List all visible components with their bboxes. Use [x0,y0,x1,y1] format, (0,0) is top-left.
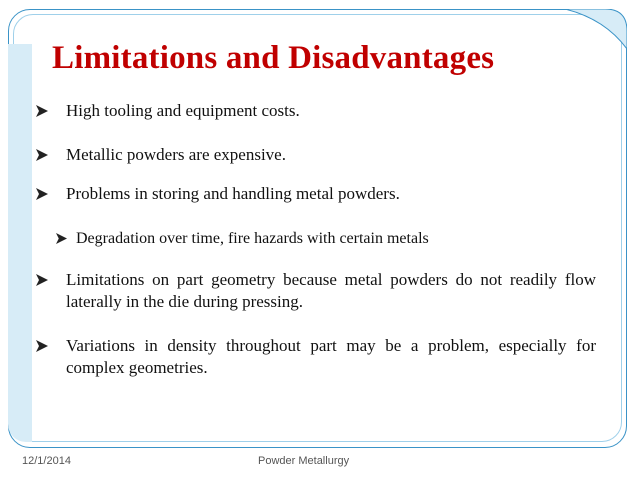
left-accent-bar [8,44,32,442]
bullet-text: Metallic powders are expensive. [66,145,286,164]
arrowhead-bullet-icon [56,233,67,244]
bullet-item [36,183,596,205]
bullet-text: High tooling and equipment costs. [66,101,300,120]
sub-bullet-item [36,228,596,250]
footer-title: Powder Metallurgy [258,455,350,467]
bullet-text: Degradation over time, fire hazards with certain metals [76,230,429,247]
arrowhead-bullet-icon [36,188,48,200]
arrowhead-bullet-icon [36,149,48,161]
arrowhead-bullet-icon [36,274,48,286]
bullet-text: Problems in storing and handling metal powders. [66,184,400,203]
bullet-item [36,144,596,166]
bullet-text: Variations in density throughout part may be a problem, especially for complex geometries. [66,336,596,377]
slide-title: Limitations and Disadvantages [52,40,495,76]
bullet-item [36,335,596,379]
bullet-text: Limitations on part geometry because metal powders do not readily flow laterally in the die during pressing. [66,270,596,311]
arrowhead-bullet-icon [36,340,48,352]
bullet-item [36,100,596,122]
arrowhead-bullet-icon [36,105,48,117]
footer-date: 12/1/2014 [22,455,71,467]
bullet-item [36,269,596,313]
